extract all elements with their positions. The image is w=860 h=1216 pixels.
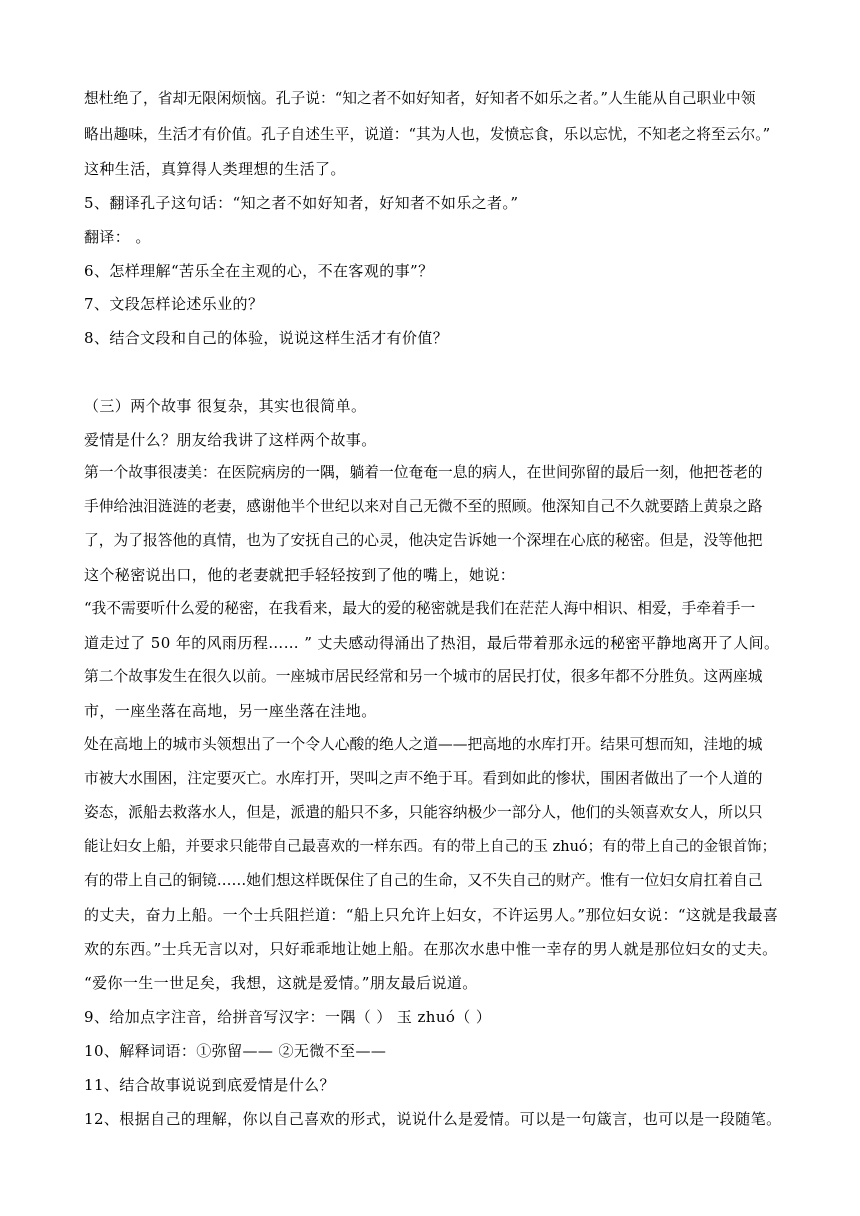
paragraph-line: “爱你一生一世足矣，我想，这就是爱情。”朋友最后说道。 <box>84 974 478 992</box>
question-10: 10、解释词语：①弥留—— ②无微不至—— <box>84 1042 387 1060</box>
paragraph-line: 的丈夫，奋力上船。一个士兵阻拦道：“船上只允许上妇女，不许运男人。”那位妇女说：“这就是我最喜 <box>84 906 779 924</box>
paragraph-line: 处在高地上的城市头领想出了一个令人心酸的绝人之道——把高地的水库打开。结果可想而知，洼地的城 <box>84 736 763 753</box>
question-9: 9、给加点字注音，给拼音写汉字：一隅（ ） 玉 zhuó（ ） <box>84 1008 492 1026</box>
paragraph-line: 市被大水围困，注定要灭亡。水库打开，哭叫之声不绝于耳。看到如此的惨状，围困者做出了一个人道的 <box>84 770 763 787</box>
paragraph-line: 有的带上自己的铜镜……她们想这样既保住了自己的生命，又不失自己的财产。惟有一位妇女肩扛着自己 <box>84 872 763 889</box>
paragraph-line: 这个秘密说出口，他的老妻就把手轻轻按到了他的嘴上，她说： <box>84 566 516 584</box>
paragraph-line: “我不需要听什么爱的秘密，在我看来，最大的爱的秘密就是我们在茫茫人海中相识、相爱，手牵着手一 <box>84 600 756 617</box>
paragraph-line: 想杜绝了，省却无限闲烦恼。孔子说：“知之者不如好知者，好知者不如乐之者。”人生能从自己职业中领 <box>84 90 756 107</box>
paragraph-line: 爱情是什么？朋友给我讲了这样两个故事。 <box>84 431 377 449</box>
paragraph-line: 略出趣味，生活才有价值。孔子自述生平，说道：“其为人也，发愤忘食，乐以忘忧，不知老之将至云尔。” <box>84 126 771 143</box>
paragraph-line: 能让妇女上船，并要求只能带自己最喜欢的一样东西。有的带上自己的玉 zhuó；有的带上自己的金银首饰； <box>84 839 777 855</box>
paragraph-line: 手伸给浊泪涟涟的老妻，感谢他半个世纪以来对自己无微不至的照顾。他深知自己不久就要踏上黄泉之路 <box>84 498 763 515</box>
paragraph-line: 姿态，派船去救落水人，但是，派遣的船只不多，只能容纳极少一部分人，他们的头领喜欢女人，所以只 <box>84 804 763 821</box>
translation-answer-line: 翻译： 。 <box>84 228 151 246</box>
question-5: 5、翻译孔子这句话：“知之者不如好知者，好知者不如乐之者。” <box>84 194 519 212</box>
paragraph-line: 第二个故事发生在很久以前。一座城市居民经常和另一个城市的居民打仗，很多年都不分胜负。这两座城 <box>84 668 763 685</box>
section-heading: （三）两个故事 很复杂，其实也很简单。 <box>84 397 367 415</box>
question-12: 12、根据自己的理解，你以自己喜欢的形式，说说什么是爱情。可以是一句箴言，也可以是一段随笔。 <box>84 1110 782 1128</box>
question-11: 11、结合故事说说到底爱情是什么？ <box>84 1076 335 1094</box>
question-7: 7、文段怎样论述乐业的？ <box>84 295 264 313</box>
paragraph-line: 了，为了报答他的真情，也为了安抚自己的心灵，他决定告诉她一个深埋在心底的秘密。但是，没等他把 <box>84 532 763 549</box>
paragraph-line: 第一个故事很凄美：在医院病房的一隅，躺着一位奄奄一息的病人，在世间弥留的最后一刻，他把苍老的 <box>84 464 763 481</box>
paragraph-line: 欢的东西。”士兵无言以对，只好乖乖地让她上船。在那次水患中惟一幸存的男人就是那位妇女的丈夫。 <box>84 940 778 958</box>
paragraph-line: 这种生活，真算得人类理想的生活了。 <box>84 160 346 178</box>
question-8: 8、结合文段和自己的体验，说说这样生活才有价值？ <box>84 329 449 347</box>
paragraph-line: 市，一座坐落在高地，另一座坐落在洼地。 <box>84 702 377 720</box>
paragraph-line: 道走过了 50 年的风雨历程…… ” 丈夫感动得涌出了热泪，最后带着那永远的秘密平静地离开了人间。 <box>84 634 780 652</box>
question-6: 6、怎样理解“苦乐全在主观的心，不在客观的事”？ <box>84 262 434 280</box>
